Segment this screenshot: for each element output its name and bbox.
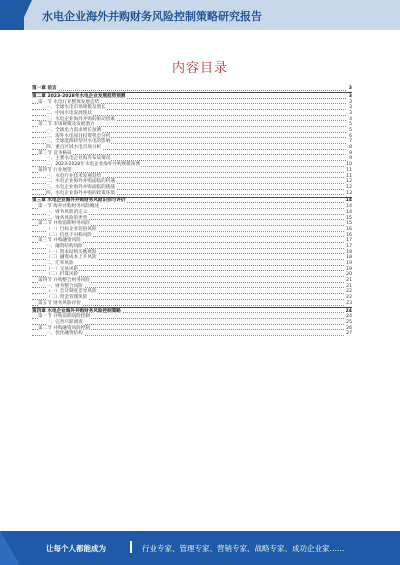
- toc-entry-title: （二）融资成本上升风险: [46, 255, 97, 261]
- toc-page-number: 9: [349, 156, 352, 162]
- toc-page-number: 5: [349, 122, 352, 128]
- toc-entry-title: 二、2023-2028年水电企业海外并购规模预测: [46, 162, 140, 168]
- toc-entry-title: （一）交易风险: [46, 266, 79, 272]
- toc-page-number: 6: [349, 133, 352, 139]
- toc-entry[interactable]: [32, 86, 352, 92]
- footer-roles: 行业专家、管理专家、营销专家、战略专家、成功企业家……: [142, 544, 345, 553]
- toc-entry-title: （一）资本结构失衡风险: [46, 249, 97, 255]
- toc-page-number: 3: [349, 110, 352, 116]
- toc-page-number: 10: [346, 162, 352, 168]
- toc-leader-dots: [32, 276, 346, 277]
- footer-bar: [0, 531, 400, 565]
- toc-page-number: 14: [346, 204, 352, 210]
- toc-entry-title: 三、全球能源转型对水电的影响: [46, 139, 111, 145]
- toc-entry-title: （一）会计制度差异风险: [46, 289, 97, 295]
- toc-page-number: 20: [346, 272, 352, 278]
- toc-page-number: 9: [349, 150, 352, 156]
- toc-page-number: 3: [348, 93, 352, 99]
- header-bar: [0, 0, 400, 30]
- toc-page-number: 3: [349, 99, 352, 105]
- toc-entry-title: 一、融资结构风险: [46, 243, 83, 249]
- footer-slogan: 让每个人都能成为: [46, 544, 106, 553]
- toc-entry-title: 一、优化融资结构: [46, 331, 83, 337]
- toc-page-number: 8: [349, 145, 352, 151]
- toc-leader-dots: [32, 172, 346, 173]
- toc-entry-title: 一、全球水电市场规模及增长: [46, 105, 106, 111]
- toc-entry[interactable]: [32, 191, 352, 197]
- toc-page-number: 19: [346, 266, 352, 272]
- toc-entry-title: 第二节 并购前期财务风险: [38, 221, 90, 227]
- toc-page-number: 17: [346, 238, 352, 244]
- toc-page-number: 14: [346, 209, 352, 215]
- toc-entry-title: 一、完善尽职调查: [46, 320, 83, 326]
- toc-entry-title: （二）折算风险: [46, 272, 79, 278]
- toc-entry-title: 第三节 竞争格局: [38, 150, 72, 156]
- toc-page-number: 11: [346, 167, 352, 173]
- toc-page-number: 18: [346, 249, 352, 255]
- toc-page-number: 27: [346, 331, 352, 337]
- toc-page-number: 3: [349, 105, 352, 111]
- toc-page-number: 16: [346, 226, 352, 232]
- toc-entry-title: 四、重点区域水电市场分析: [46, 145, 102, 151]
- toc-page-number: 21: [346, 283, 352, 289]
- toc-entry-title: 二、中国水电发展现状: [46, 110, 92, 116]
- toc-page-number: 12: [346, 184, 352, 190]
- toc-entry-title: 第一节 并购前期风险控制: [38, 314, 90, 320]
- toc-page-number: 24: [346, 314, 352, 320]
- toc-page-number: 22: [346, 295, 352, 301]
- toc-page-number: 13: [346, 190, 352, 196]
- toc-page-number: 14: [345, 198, 352, 204]
- toc-page-number: 17: [346, 243, 352, 249]
- toc-page-number: 15: [346, 215, 352, 221]
- toc-entry-title: 第五节 财务风险评价: [38, 300, 81, 306]
- toc-entry[interactable]: [32, 331, 352, 337]
- toc-entry-title: 第一节 海外并购财务风险概述: [38, 204, 100, 210]
- toc-page-number: 21: [346, 278, 352, 284]
- footer-slant: [0, 531, 20, 565]
- toc-entry-title: 第四节 行业展望: [38, 167, 72, 173]
- toc-leader-dots: [32, 265, 346, 266]
- toc-entry-title: 二、财务风险的类型: [46, 215, 88, 221]
- toc-entry-title: （一）目标企业估值风险: [46, 226, 97, 232]
- table-of-contents: [32, 86, 352, 337]
- toc-entry-title: 二、水电企业海外并购面临的机遇: [46, 179, 115, 185]
- toc-entry-title: 二、汇率风险: [46, 261, 74, 266]
- toc-entry-title: 第二节 市场规模及发展潜力: [38, 122, 95, 128]
- toc-entry-title: （二）信息不对称风险: [46, 232, 92, 238]
- toc-title: 内容目录: [171, 61, 228, 76]
- toc-leader-dots: [32, 270, 346, 271]
- toc-entry-title: 一、水电行业技术发展趋势: [46, 173, 102, 179]
- toc-entry-title: 第一章 前言: [32, 86, 57, 91]
- report-title: 水电企业海外并购财务风险控制策略研究报告: [42, 10, 262, 23]
- toc-page-number: 3: [348, 86, 352, 91]
- toc-page-number: 4: [349, 116, 352, 122]
- toc-entry-title: 一、全球电力需求增长预测: [46, 128, 102, 133]
- toc-page-number: 12: [346, 179, 352, 185]
- header-slant: [18, 0, 32, 30]
- toc-page-number: 7: [349, 139, 352, 145]
- toc-page-number: 15: [346, 221, 352, 227]
- toc-entry-title: 一、财务风险的定义: [46, 209, 88, 215]
- toc-entry-title: （二）资金管理风险: [46, 295, 88, 301]
- toc-page-number: 18: [346, 255, 352, 261]
- toc-page-number: 23: [346, 300, 352, 306]
- toc-page-number: 5: [349, 128, 352, 133]
- toc-page-number: 16: [346, 232, 352, 238]
- toc-page-number: 11: [346, 173, 352, 179]
- toc-page-number: 24: [345, 308, 352, 314]
- toc-entry-title: 第二节 并购融资风险控制: [38, 325, 90, 331]
- toc-page-number: 22: [346, 289, 352, 295]
- toc-entry-title: 三、水电企业海外并购面临的挑战: [46, 184, 115, 190]
- toc-entry-title: 第二章 2023-2028年水电企业发展趋势预测: [32, 93, 126, 99]
- toc-entry-title: 第四节 并购整合财务风险: [38, 278, 90, 284]
- footer-divider: [130, 541, 132, 553]
- toc-entry-title: 二、海外水电项目投资机会分析: [46, 133, 111, 139]
- toc-entry-title: 一、主要水电企业海外布局情况: [46, 156, 111, 162]
- toc-entry-title: 第一节 水电行业整体发展态势: [38, 99, 100, 105]
- toc-entry-title: 第四章 水电企业海外并购财务风险控制策略: [32, 308, 121, 314]
- toc-page-number: 26: [346, 325, 352, 331]
- toc-entry-title: 第三章 水电企业海外并购财务风险识别与评价: [32, 198, 126, 204]
- toc-entry-title: 三、水电企业海外并购的驱动因素: [46, 116, 115, 122]
- toc-entry-title: 第三节 并购融资风险: [38, 238, 81, 244]
- toc-entry-title: 四、水电企业海外并购的政策环境: [46, 190, 115, 196]
- toc-page-number: 19: [346, 261, 352, 266]
- toc-entry-title: 一、财务整合风险: [46, 283, 83, 289]
- toc-leader-dots: [32, 90, 346, 91]
- toc-page-number: 25: [346, 320, 352, 326]
- toc-entry[interactable]: [32, 301, 352, 307]
